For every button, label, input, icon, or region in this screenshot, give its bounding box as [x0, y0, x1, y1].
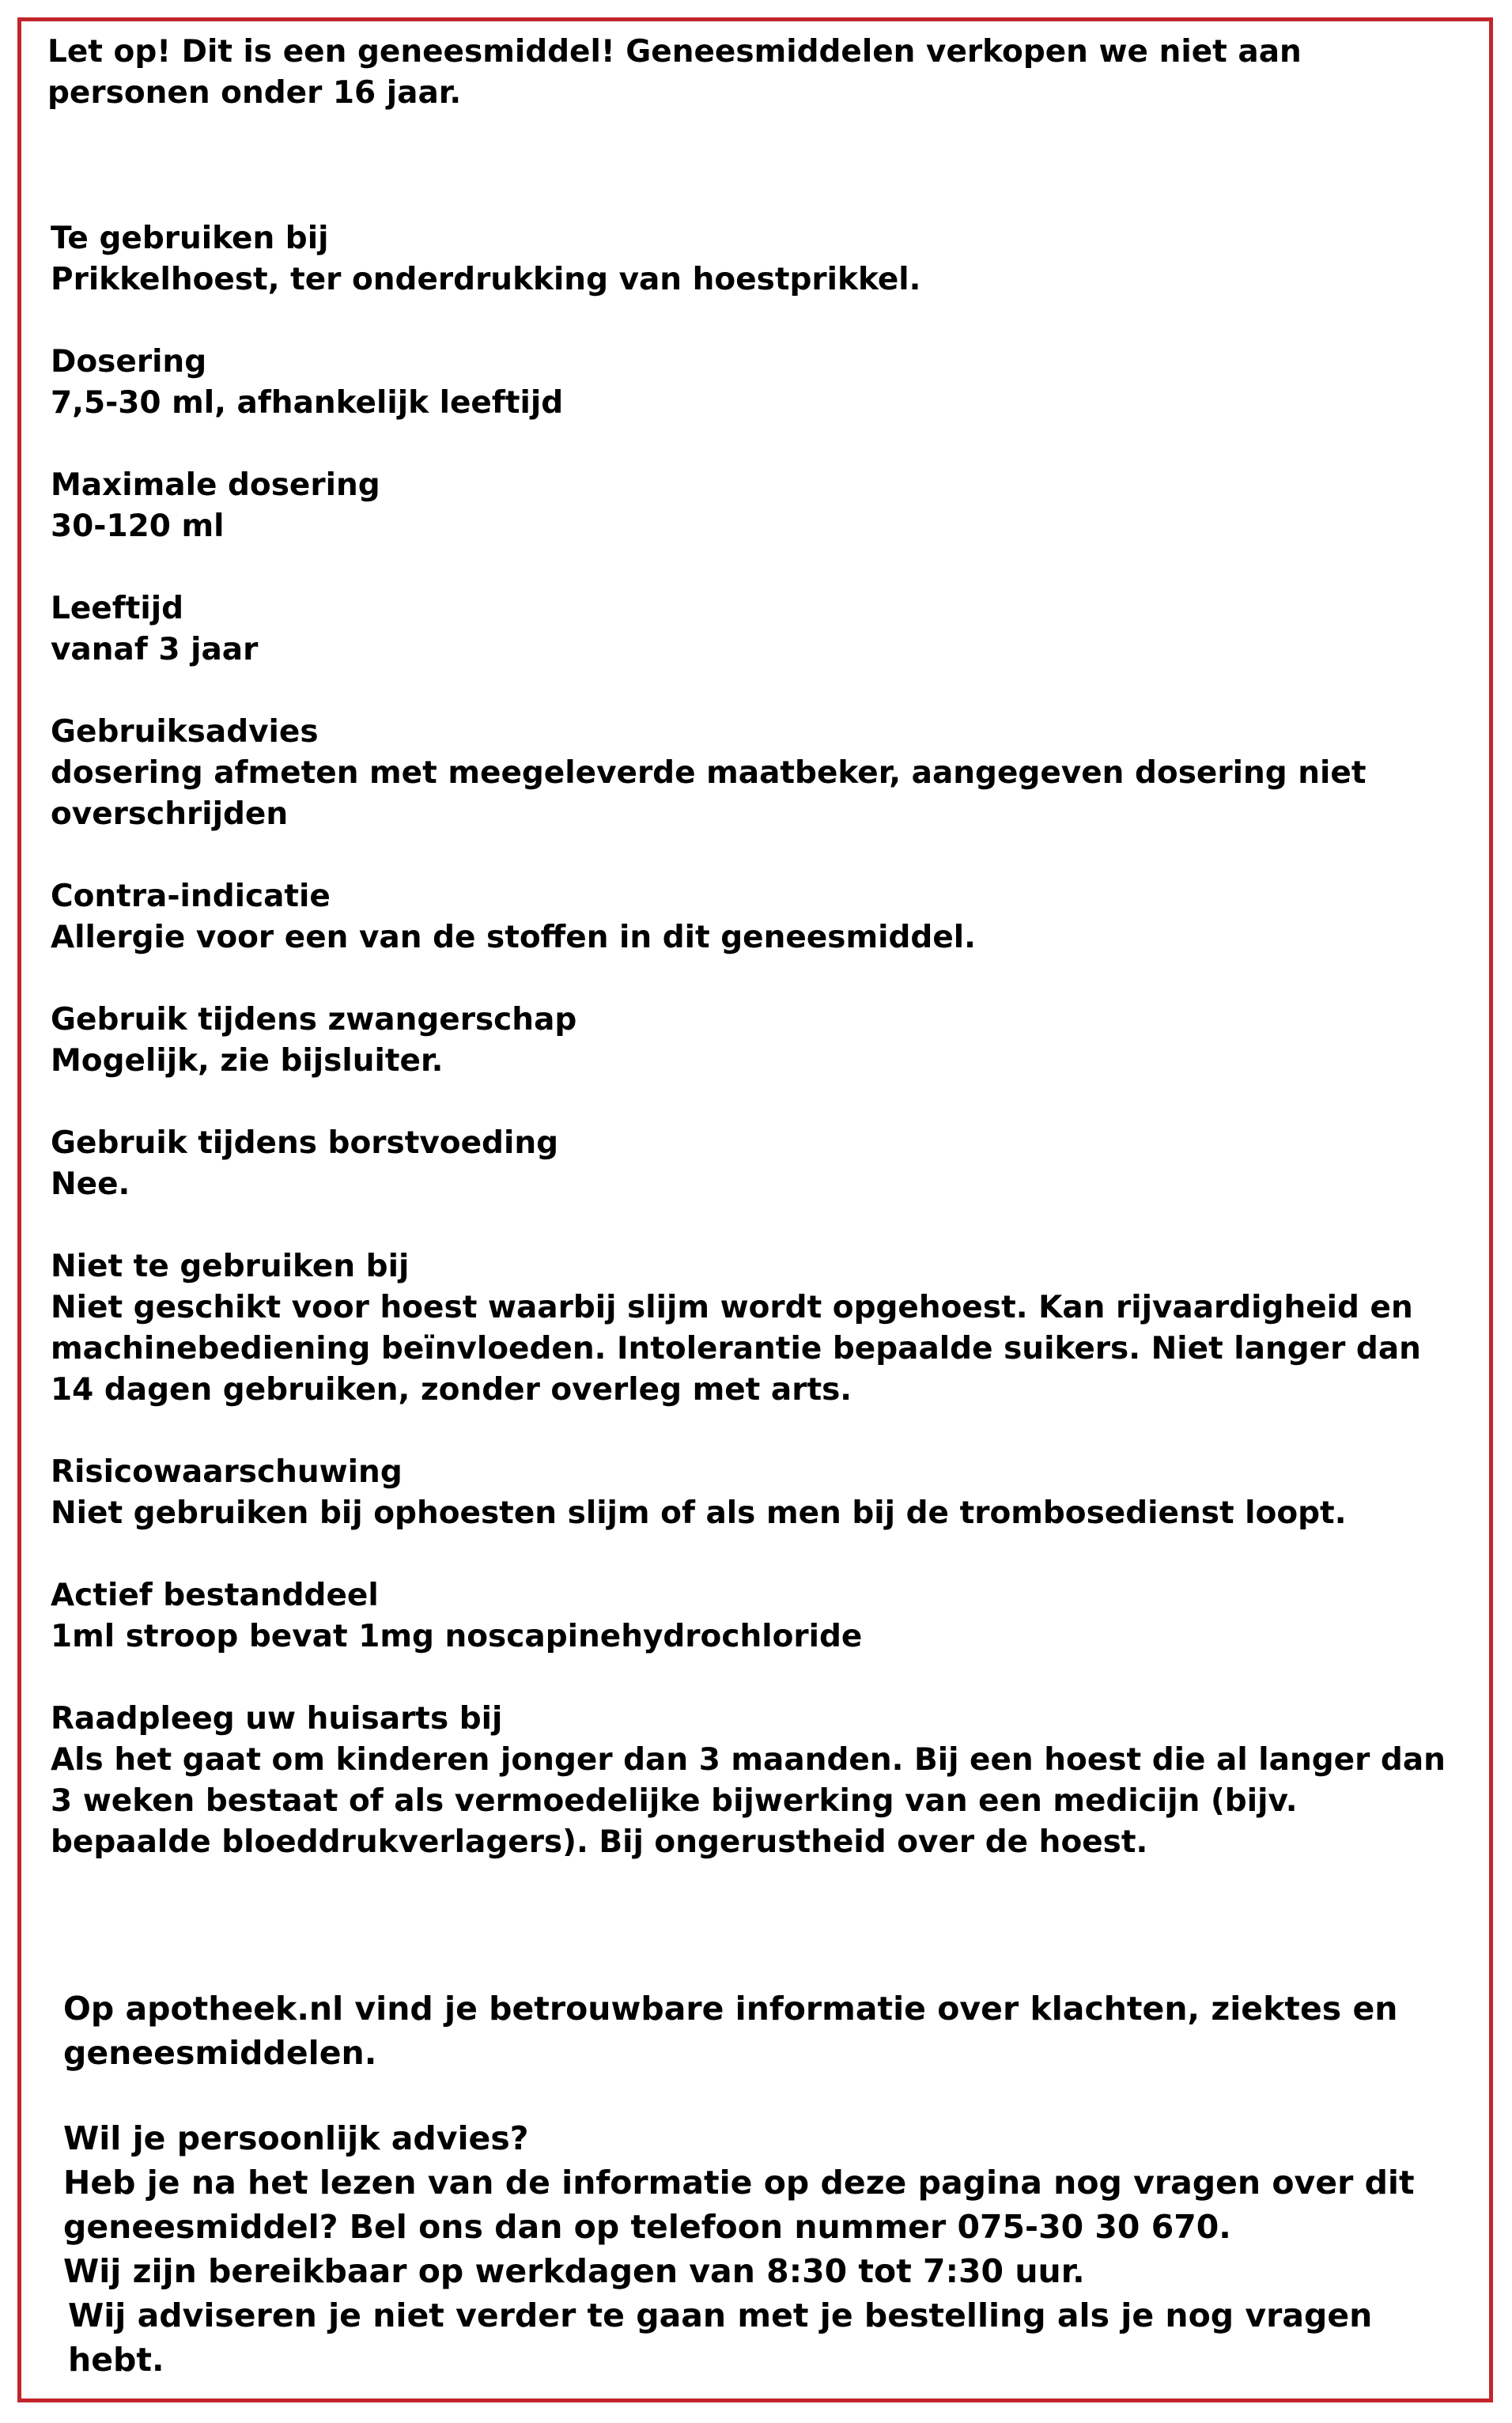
- section-text: Mogelijk, zie bijsluiter.: [51, 1043, 444, 1079]
- section-zwangerschap: [51, 1000, 1458, 1082]
- section-title: Gebruiksadvies: [51, 714, 319, 750]
- section-actief-bestanddeel: [51, 1575, 1458, 1658]
- section-text: 7,5-30 ml, afhankelijk leeftijd: [51, 385, 564, 421]
- section-text: vanaf 3 jaar: [51, 632, 259, 667]
- section-text: Allergie voor een van de stoffen in dit geneesmiddel.: [51, 920, 976, 955]
- section-text: Prikkelhoest, ter onderdrukking van hoestprikkel.: [51, 262, 921, 297]
- section-title: Raadpleeg uw huisarts bij: [51, 1701, 503, 1737]
- section-title: Dosering: [51, 344, 207, 380]
- section-text: Als het gaat om kinderen jonger dan 3 maanden. Bij een hoest die al langer dan 3 weken bestaat of als vermoedelijke bijwerking van een medicijn (bijv. bepaalde bloeddrukverlagers). Bij ongerustheid over de hoest.: [51, 1742, 1446, 1860]
- section-text: Niet geschikt voor hoest waarbij slijm wordt opgehoest. Kan rijvaardigheid en machinebediening beïnvloeden. Intolerantie bepaalde suikers. Niet langer dan 14 dagen gebruiken, zonder overleg met arts.: [51, 1290, 1421, 1408]
- advice-text: Heb je na het lezen van de informatie op deze pagina nog vragen over dit geneesmiddel? Bel ons dan op telefoon nummer 075-30 30 670.: [63, 2164, 1415, 2246]
- section-title: Risicowaarschuwing: [51, 1454, 403, 1490]
- section-niet-te-gebruiken-bij: [51, 1246, 1458, 1411]
- section-te-gebruiken-bij: [51, 218, 1458, 301]
- section-borstvoeding: [51, 1123, 1458, 1205]
- section-text: Nee.: [51, 1166, 130, 1202]
- closing-advice: Wij adviseren je niet verder te gaan met je bestelling als je nog vragen hebt.: [68, 2296, 1373, 2379]
- section-title: Leeftijd: [51, 591, 184, 626]
- product-info-sections: [51, 218, 1458, 1904]
- section-gebruiksadvies: [51, 712, 1458, 835]
- section-title: Niet te gebruiken bij: [51, 1249, 410, 1284]
- section-title: Actief bestanddeel: [51, 1578, 379, 1613]
- info-text: Op apotheek.nl vind je betrouwbare informatie over klachten, ziektes en geneesmiddelen.: [63, 1990, 1398, 2072]
- section-maximale-dosering: [51, 465, 1458, 547]
- section-leeftijd: [51, 588, 1458, 671]
- section-title: Te gebruiken bij: [51, 221, 329, 256]
- section-title: Contra-indicatie: [51, 879, 331, 914]
- section-text: 30-120 ml: [51, 508, 225, 544]
- advice-title: Wil je persoonlijk advies?: [63, 2119, 529, 2157]
- section-risicowaarschuwing: [51, 1452, 1458, 1534]
- section-title: Gebruik tijdens borstvoeding: [51, 1125, 558, 1161]
- section-contra-indicatie: [51, 876, 1458, 958]
- section-raadpleeg-huisarts: [51, 1699, 1458, 1863]
- age-warning: Let op! Dit is een geneesmiddel! Geneesmiddelen verkopen we niet aan personen onder 16 jaar.: [47, 34, 1302, 111]
- pharmacy-contact-footer: [63, 1986, 1455, 2382]
- spacer: [63, 2075, 1455, 2116]
- section-title: Gebruik tijdens zwangerschap: [51, 1002, 577, 1038]
- section-text: 1ml stroop bevat 1mg noscapinehydrochloride: [51, 1619, 863, 1654]
- section-title: Maximale dosering: [51, 467, 380, 503]
- section-dosering: [51, 342, 1458, 424]
- section-text: Niet gebruiken bij ophoesten slijm of als men bij de trombosedienst loopt.: [51, 1495, 1347, 1531]
- section-text: dosering afmeten met meegeleverde maatbeker, aangegeven dosering niet overschrijden: [51, 755, 1366, 832]
- opening-hours: Wij zijn bereikbaar op werkdagen van 8:30 tot 7:30 uur.: [63, 2252, 1085, 2290]
